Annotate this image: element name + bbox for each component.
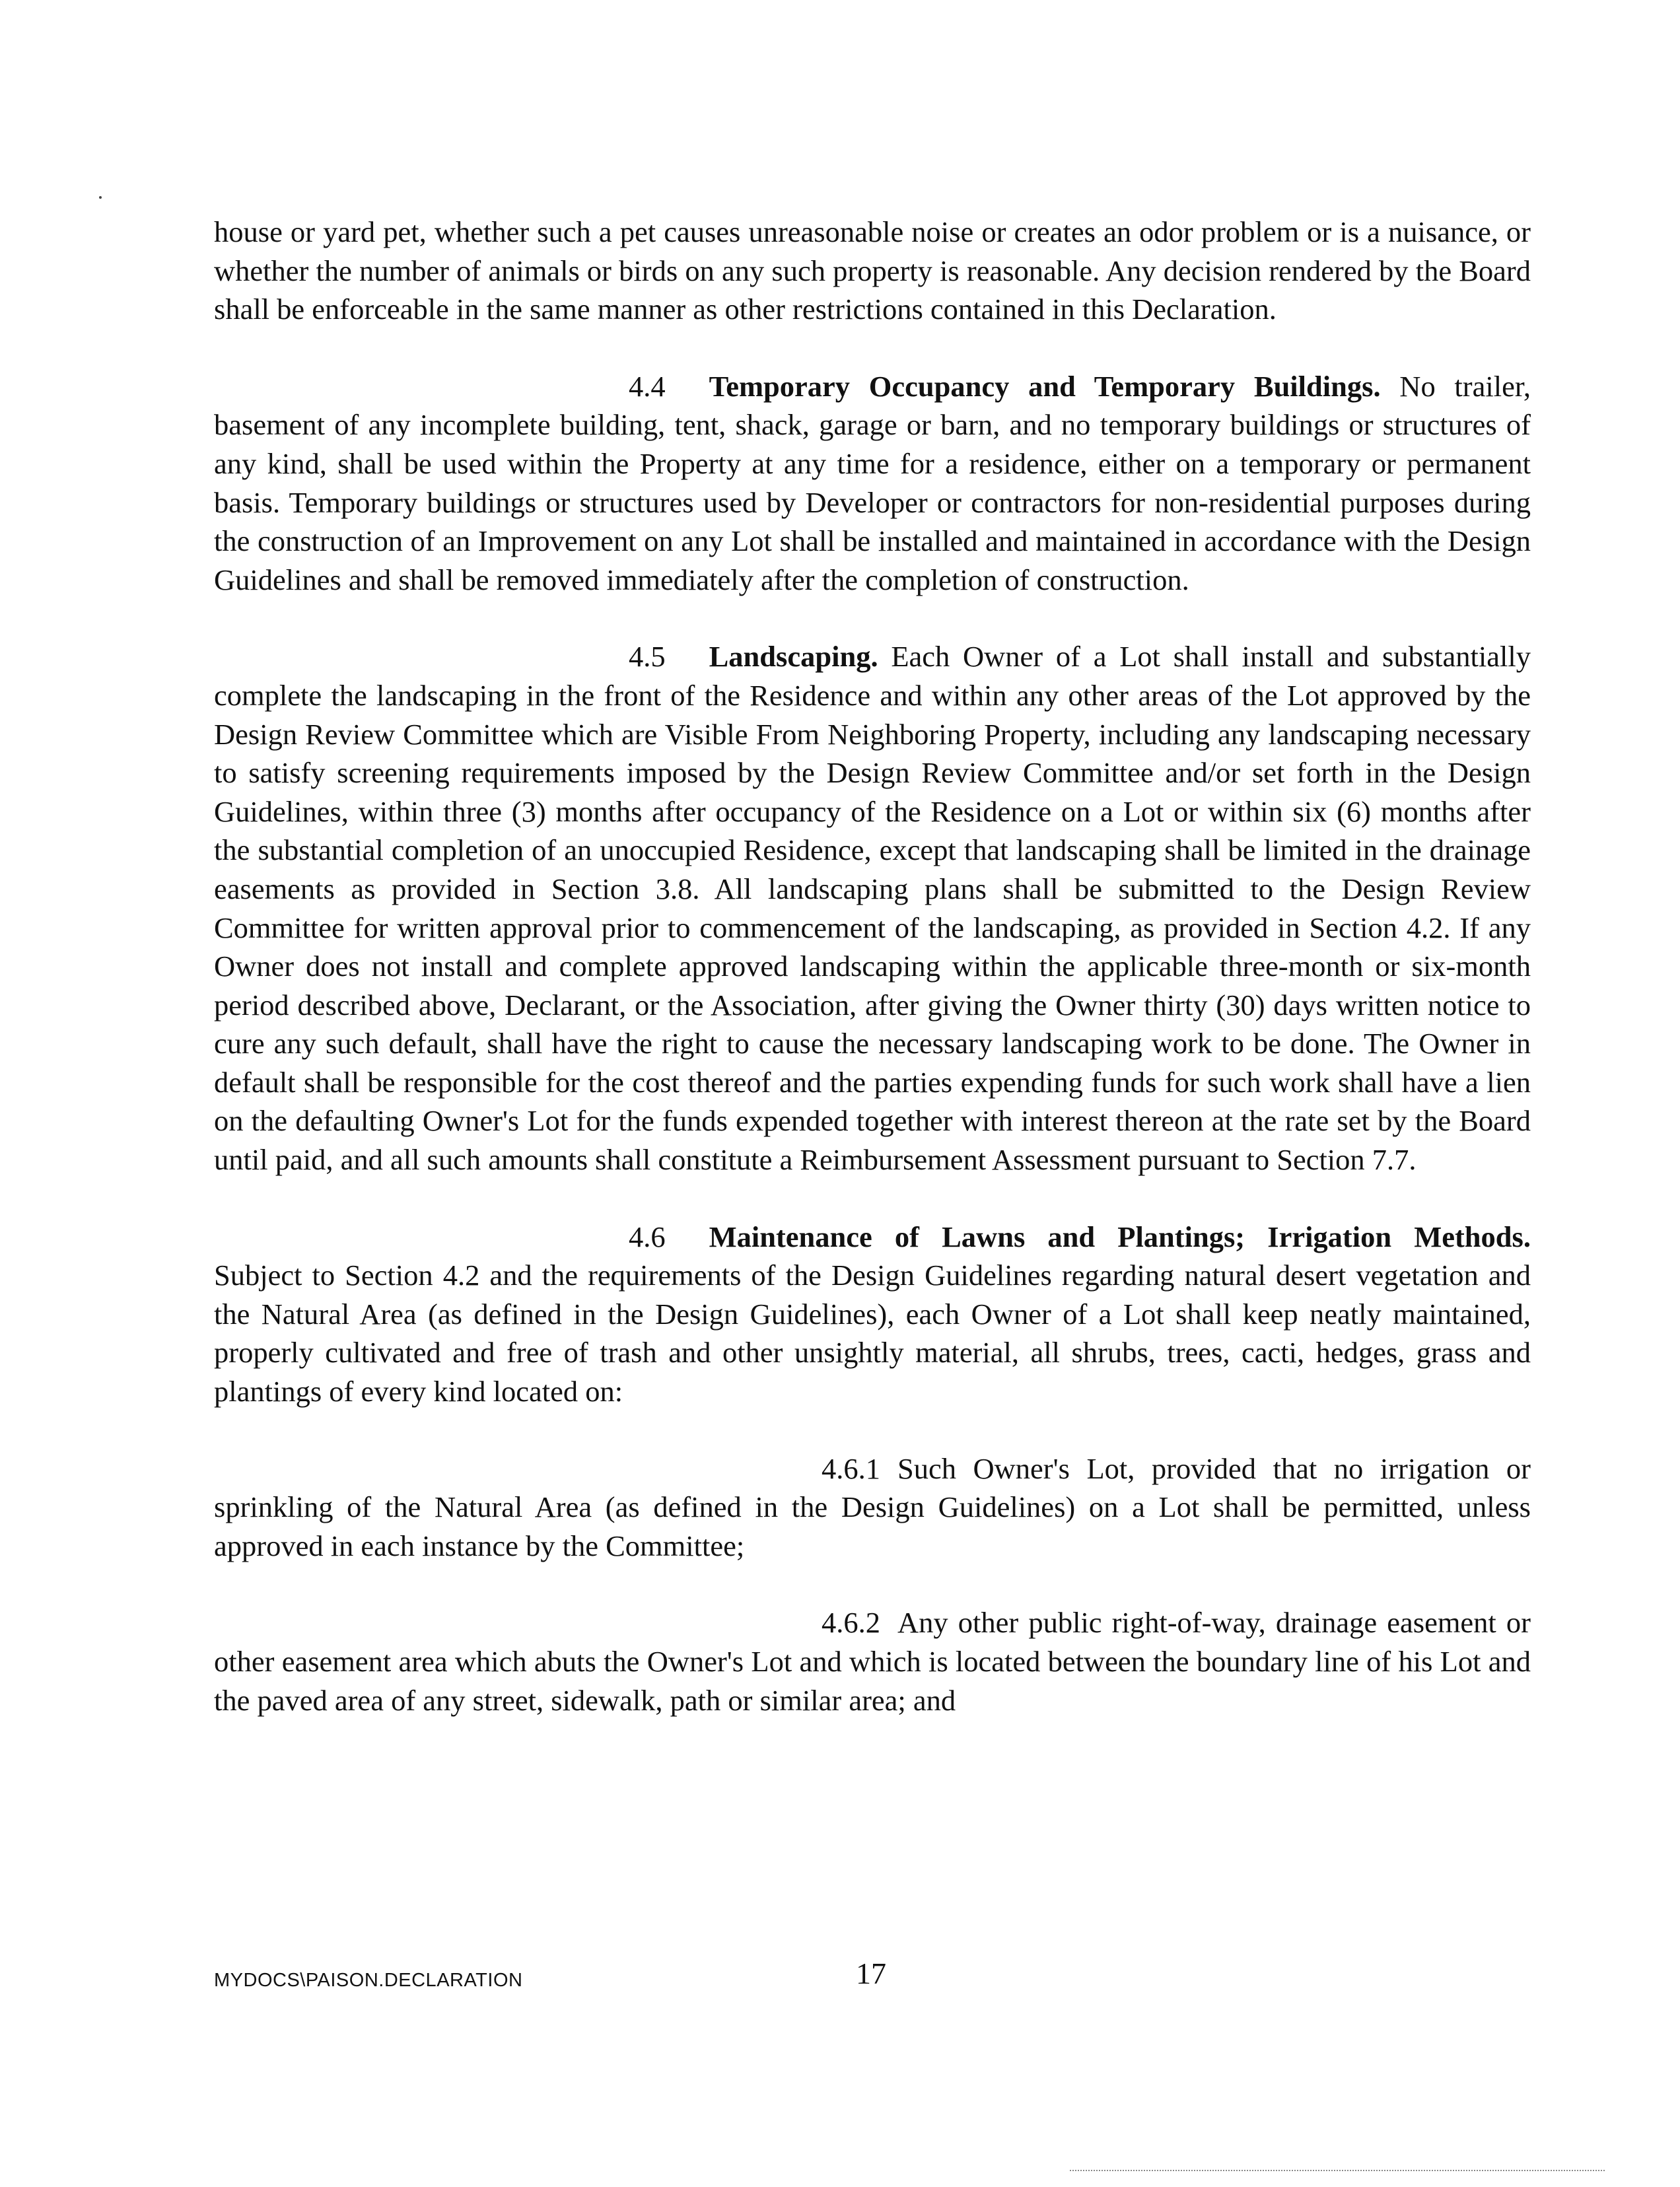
section-4-4: [214, 367, 1531, 600]
section-text: Each Owner of a Lot shall install and substantially complete the landscaping in the front of the Residence and within any other areas of the Lot approved by the Design Review Committee which are Visible From Neighboring Property, including any landscaping necessary to satisfy screening requirements imposed by the Design Review Committee and/or set forth in the Design Guidelines, within three (3) months after occupancy of the Residence on a Lot or within six (6) months after the substantial completion of an unoccupied Residence, except that landscaping shall be limited in the drainage easements as provided in Section 3.8. All landscaping plans shall be submitted to the Design Review Committee for written approval prior to commencement of the landscaping, as provided in Section 4.2. If any Owner does not install and complete approved landscaping within the applicable three-month or six-month period described above, Declarant, or the Association, after giving the Owner thirty (30) days written notice to cure any such default, shall have the right to cause the necessary landscaping work to be done. The Owner in default shall be responsible for the cost thereof and the parties expending funds for such work shall have a lien on the defaulting Owner's Lot for the funds expended together with interest thereon at the rate set by the Board until paid, and all such amounts shall constitute a Reimbursement Assessment pursuant to Section 7.7.: [214, 640, 1531, 1177]
section-number: 4.4: [629, 369, 666, 403]
section-text: No trailer, basement of any incomplete building, tent, shack, garage or barn, and no temporary buildings or structures of any kind, shall be used within the Property at any time for a residence, either on a temporary or permanent basis. Temporary buildings or structures used by Developer or contractors for non-residential purposes during the construction of an Improvement on any Lot shall be installed and maintained in accordance with the Design Guidelines and shall be removed immediately after the completion of construction.: [214, 369, 1531, 596]
paragraph-text: house or yard pet, whether such a pet causes unreasonable noise or creates an odor problem or is a nuisance, or whether the number of animals or birds on any such property is reasonable. Any decision rendered by the Board shall be enforceable in the same manner as other restrictions contained in this Declaration.: [214, 215, 1531, 326]
section-heading: Temporary Occupancy and Temporary Buildings.: [709, 369, 1381, 403]
section-4-6: [214, 1218, 1531, 1411]
section-number: 4.6: [629, 1220, 666, 1253]
section-heading: Landscaping.: [709, 640, 878, 674]
scan-speck: [99, 196, 102, 199]
subsection-text: Any other public right-of-way, drainage easement or other easement area which abuts the Owner's Lot and which is located between the boundary line of his Lot and the paved area of any street, sidewalk, path or similar area; and: [214, 1606, 1531, 1717]
paragraph-continuation: [214, 213, 1531, 329]
subsection-number: 4.6.2: [822, 1606, 880, 1640]
subsection-4-6-2: [214, 1603, 1531, 1719]
section-number: 4.5: [629, 640, 666, 674]
footer-file-path: MYDOCS\PAISON.DECLARATION: [214, 1970, 523, 1991]
section-4-5: [214, 637, 1531, 1179]
subsection-4-6-1: [214, 1449, 1531, 1566]
subsection-number: 4.6.1: [822, 1451, 880, 1485]
subsection-text: Such Owner's Lot, provided that no irrigation or sprinkling of the Natural Area (as defined in the Design Guidelines) on a Lot shall be permitted, unless approved in each instance by the Committee;: [214, 1451, 1531, 1562]
scan-edge-line: [1070, 2170, 1605, 2171]
section-heading: Maintenance of Lawns and Plantings; Irrigation Methods.: [709, 1220, 1531, 1253]
document-body: [214, 213, 1531, 1758]
page-number: 17: [856, 1957, 886, 1990]
section-text: Subject to Section 4.2 and the requirements of the Design Guidelines regarding natural desert vegetation and the Natural Area (as defined in the Design Guidelines), each Owner of a Lot shall keep neatly maintained, properly cultivated and free of trash and other unsightly material, all shrubs, trees, cacti, hedges, grass and plantings of every kind located on:: [214, 1259, 1531, 1408]
